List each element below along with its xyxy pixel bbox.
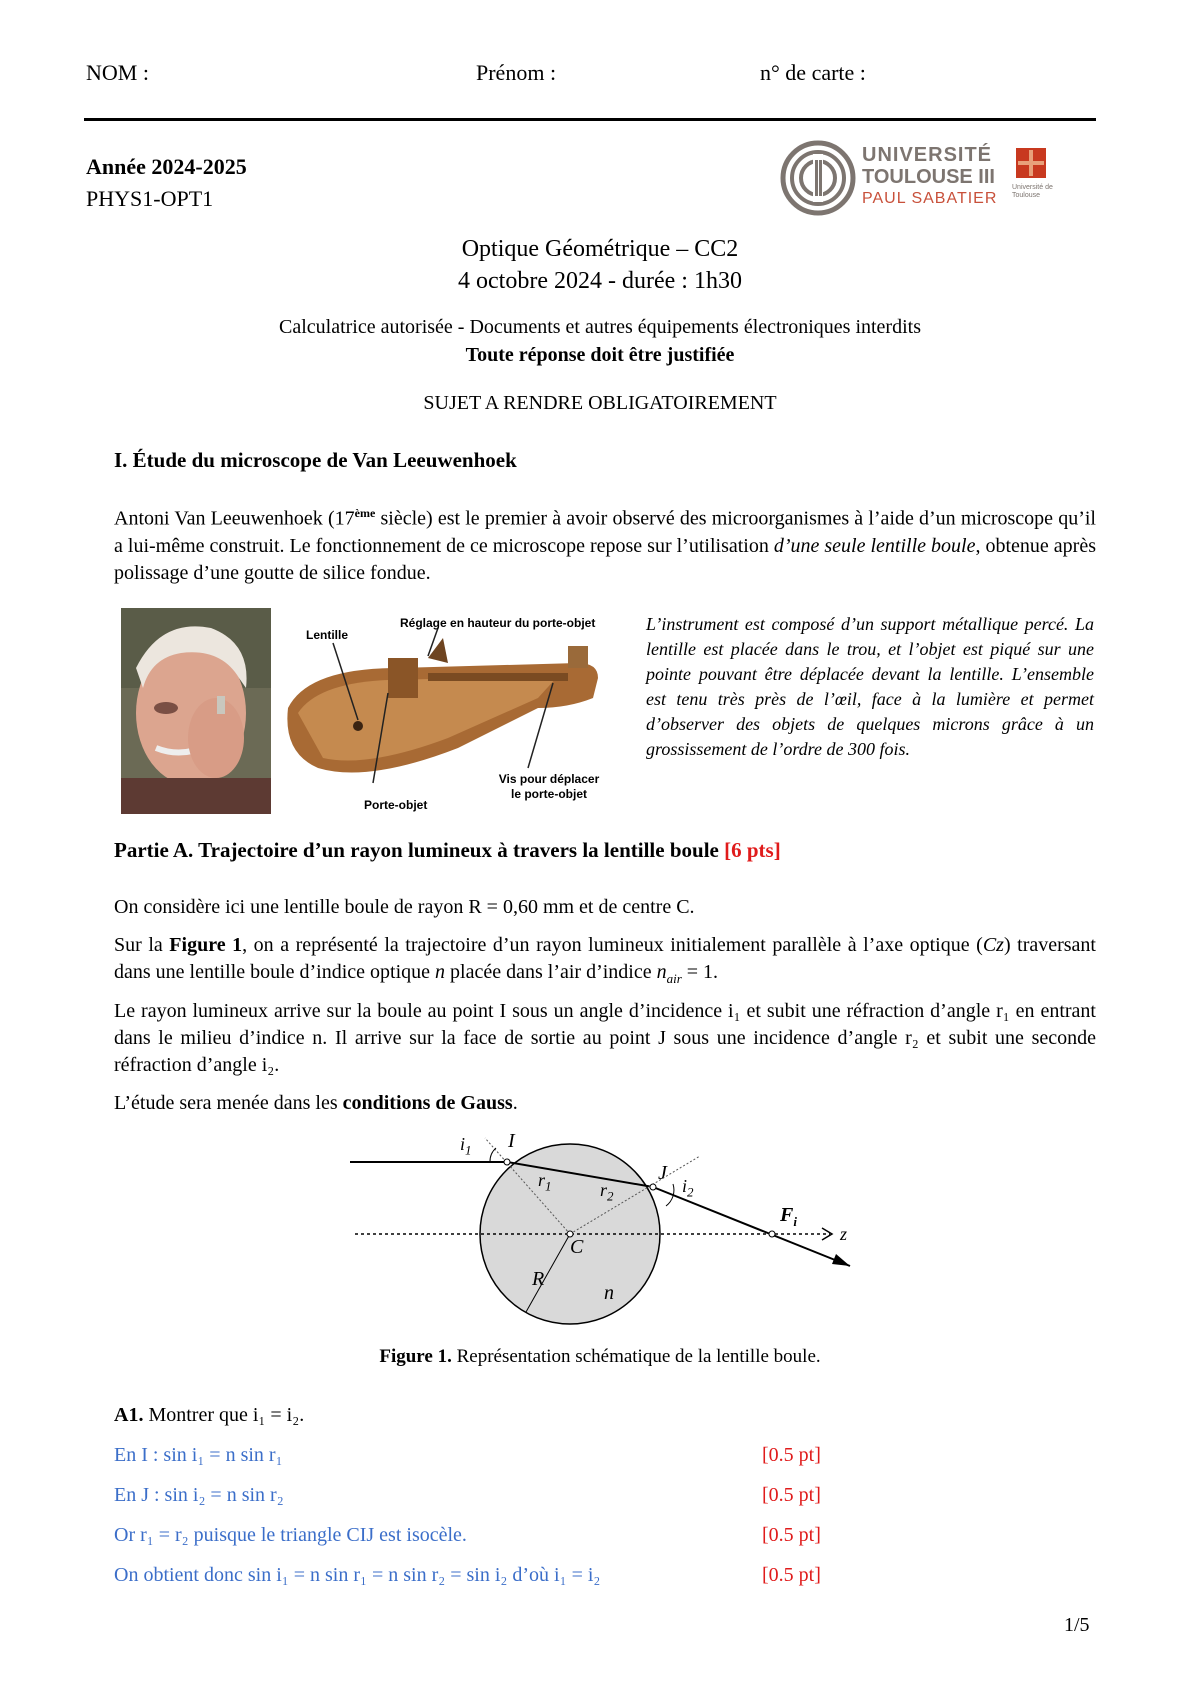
section1-intro: Antoni Van Leeuwenhoek (17ème siècle) est le premier à avoir observé des microorganismes à l’aide d’un microscope qu’il a lui-même construit. Le fonctionnement de ce microscope repose sur l’utilisation d’une seule lentille boule, obtenue après polissage d’une goutte de silice fondue. bbox=[114, 506, 1097, 584]
mandatory-note: SUJET A RENDRE OBLIGATOIREMENT bbox=[423, 392, 777, 414]
logo-emblem-icon bbox=[780, 140, 856, 216]
A1-answer-3: Or r₁ = r₂ puisque le triangle CIJ est isocèle. bbox=[114, 1524, 467, 1546]
label-height: Réglage en hauteur du porte-objet bbox=[400, 616, 596, 630]
university-logo bbox=[780, 140, 1060, 216]
label-holder: Porte-objet bbox=[364, 798, 428, 812]
portrait-photo bbox=[121, 608, 271, 814]
figure1-diagram bbox=[340, 1126, 880, 1326]
partA-p1: On considère ici une lentille boule de rayon R = 0,60 mm et de centre C. bbox=[114, 896, 695, 918]
page-number: 1/5 bbox=[1064, 1614, 1090, 1636]
logo-side-small: Université de Toulouse bbox=[1012, 184, 1053, 199]
fig-label-r1: $r_1$ bbox=[538, 1170, 552, 1194]
fig-label-z: z bbox=[840, 1224, 848, 1244]
logo-line3: PAUL SABATIER bbox=[862, 190, 998, 207]
exam-rules: Calculatrice autorisée - Documents et autres équipements électroniques interdits bbox=[279, 316, 921, 338]
A1-points-2: [0.5 pt] bbox=[762, 1484, 821, 1506]
label-lens: Lentille bbox=[306, 628, 349, 642]
partA-p2: Sur la Figure 1, on a représenté la trajectoire d’un rayon lumineux initialement parallèle à l’axe optique (Cz) traversant dans une lentille boule d’indice optique n placée dans l’air d’indice $n_{air} = 1$. bbox=[114, 934, 1096, 986]
year: Année 2024-2025 bbox=[86, 154, 247, 179]
toulouse-mark-icon bbox=[1014, 146, 1048, 180]
A1-points-3: [0.5 pt] bbox=[762, 1524, 821, 1546]
A1-points-1: [0.5 pt] bbox=[762, 1444, 821, 1466]
A1-question: A1. Montrer que i₁ = i₂. bbox=[114, 1404, 305, 1426]
nom-label: NOM : bbox=[86, 60, 149, 85]
microscope-photo bbox=[278, 608, 618, 814]
fig-label-R: R bbox=[532, 1268, 545, 1290]
carte-label: n° de carte : bbox=[760, 60, 866, 85]
logo-line1: UNIVERSITÉ bbox=[862, 144, 993, 166]
A1-answer-2: En J : sin i₂ = n sin r₂ bbox=[114, 1484, 284, 1506]
exam-date: 4 octobre 2024 - durée : 1h30 bbox=[458, 268, 742, 294]
label-screw: Vis pour déplacer le porte-objet bbox=[498, 772, 600, 801]
fig-label-C: C bbox=[570, 1236, 584, 1258]
header-rule bbox=[84, 118, 1096, 121]
A1-answer-1: En I : sin i₁ = n sin r₁ bbox=[114, 1444, 283, 1466]
section1-heading: I. Étude du microscope de Van Leeuwenhoek bbox=[114, 448, 517, 472]
partA-p4: L’étude sera menée dans les conditions de Gauss. bbox=[114, 1092, 518, 1114]
course-code: PHYS1-OPT1 bbox=[86, 186, 214, 211]
partA-heading: Partie A. Trajectoire d’un rayon lumineux à travers la lentille boule [6 pts] bbox=[114, 838, 781, 862]
fig-label-i2: $i_2$ bbox=[682, 1176, 694, 1200]
A1-answer-4: On obtient donc sin i₁ = n sin r₁ = n sin r₂ = sin i₂ d’où i₁ = i₂ bbox=[114, 1564, 601, 1586]
fig-label-I: I bbox=[508, 1130, 515, 1152]
A1-points-4: [0.5 pt] bbox=[762, 1564, 821, 1586]
instrument-description: L’instrument est composé d’un support métallique percé. La lentille est placée dans le trou, et l’objet est piqué sur une pointe pouvant être déplacée devant la lentille. L’ensemble est tenu très près de l’œil, face à la lumière et permet d’observer des objets de quelques microns grâce à un grossissement de l’ordre de 300 fois. bbox=[646, 614, 1094, 759]
figure1-caption: Figure 1. Représentation schématique de la lentille boule. bbox=[379, 1346, 821, 1367]
fig-label-J: J bbox=[658, 1162, 667, 1184]
prenom-label: Prénom : bbox=[476, 60, 557, 85]
fig-label-n: n bbox=[604, 1282, 614, 1304]
partA-p3: Le rayon lumineux arrive sur la boule au point I sous un angle d’incidence i₁ et subit une réfraction d’angle r₁ en entrant dans le milieu d’indice n. Il arrive sur la face de sortie au point J sous une incidence d’angle r₂ et subit une seconde réfraction d’angle i₂. bbox=[114, 1000, 1096, 1076]
fig-label-i1: $i_1$ bbox=[460, 1134, 472, 1158]
fig-label-r2: $r_2$ bbox=[600, 1180, 614, 1204]
exam-title: Optique Géométrique – CC2 bbox=[461, 236, 739, 262]
logo-line2: TOULOUSE III bbox=[862, 166, 995, 188]
justify-note: Toute réponse doit être justifiée bbox=[465, 344, 735, 366]
fig-label-Fi: $F_i$ bbox=[780, 1204, 797, 1229]
